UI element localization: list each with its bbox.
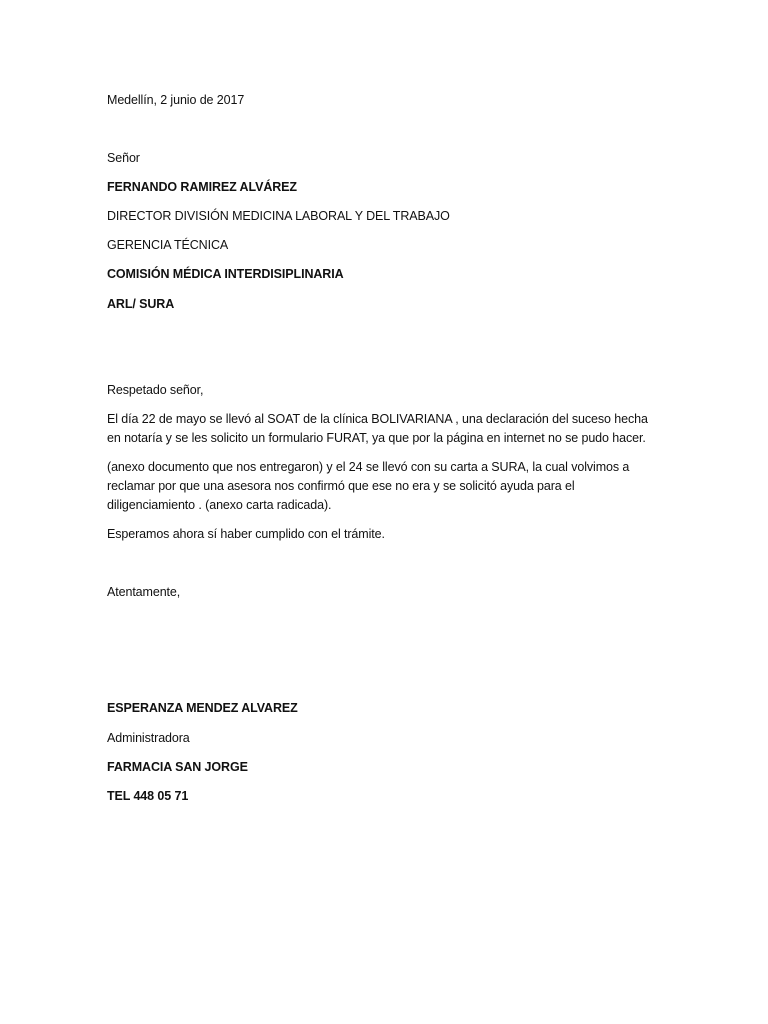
recipient-company: ARL/ SURA xyxy=(107,297,175,311)
recipient-department: GERENCIA TÉCNICA xyxy=(107,238,229,252)
body-paragraph-1 xyxy=(107,410,667,448)
signature-role: Administradora xyxy=(107,731,190,745)
greeting: Respetado señor, xyxy=(107,383,204,397)
signature-company: FARMACIA SAN JORGE xyxy=(107,760,248,774)
body-paragraph-1-line: en notaría y se les solicito un formulario FURAT, ya que por la página en internet no se pudo hacer. xyxy=(107,431,646,445)
signature-name: ESPERANZA MENDEZ ALVAREZ xyxy=(107,701,298,715)
body-paragraph-3: Esperamos ahora sí haber cumplido con el trámite. xyxy=(107,527,385,541)
body-paragraph-2-line: diligenciamiento . (anexo carta radicada). xyxy=(107,498,332,512)
body-paragraph-2-line: (anexo documento que nos entregaron) y el 24 se llevó con su carta a SURA, la cual volvimos a xyxy=(107,460,630,474)
recipient-position: DIRECTOR DIVISIÓN MEDICINA LABORAL Y DEL TRABAJO xyxy=(107,209,450,223)
body-paragraph-1-line: El día 22 de mayo se llevó al SOAT de la clínica BOLIVARIANA , una declaración del suceso hecha xyxy=(107,412,648,426)
recipient-commission: COMISIÓN MÉDICA INTERDISIPLINARIA xyxy=(107,267,344,281)
body-paragraph-2 xyxy=(107,458,667,515)
date-line: Medellín, 2 junio de 2017 xyxy=(107,93,245,107)
recipient-salutation-title: Señor xyxy=(107,151,140,165)
recipient-name: FERNANDO RAMIREZ ALVÁREZ xyxy=(107,180,297,194)
signature-phone: TEL 448 05 71 xyxy=(107,789,189,803)
body-paragraph-2-line: reclamar por que una asesora nos confirmó que ese no era y se solicitó ayuda para el xyxy=(107,479,575,493)
closing: Atentamente, xyxy=(107,585,181,599)
